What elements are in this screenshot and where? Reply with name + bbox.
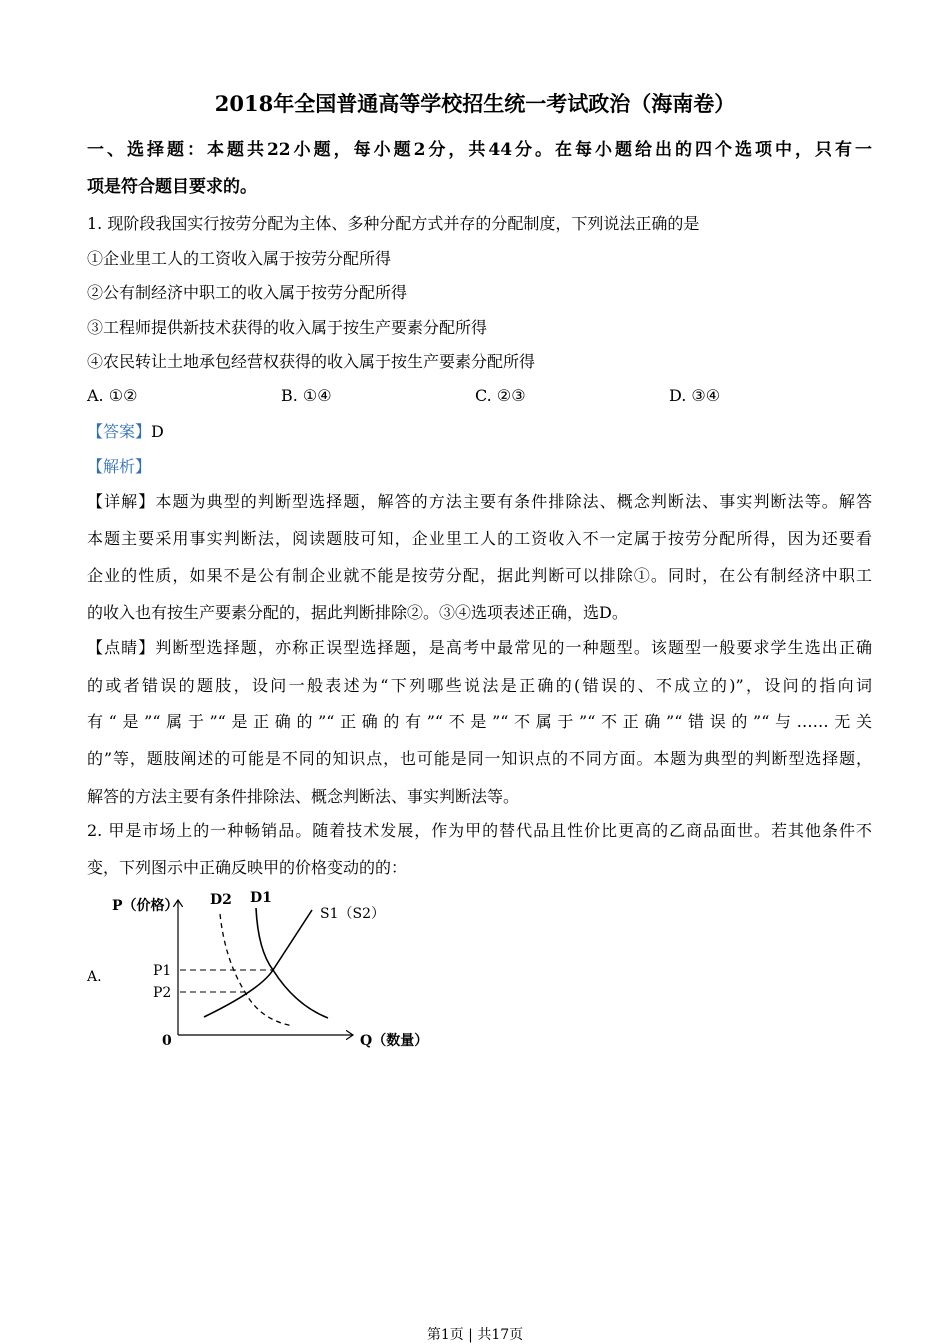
q2-stem-cont: 变，下列图示中正确反映甲的价格变动的的： [87,858,408,877]
q1-option-b: B. ①④ [281,386,332,405]
demand-curve-d1 [256,908,328,1018]
p1-label: P1 [153,963,172,979]
q1-answer [87,422,872,442]
q1-option-c: C. ②③ [475,386,526,405]
x-axis-label: Q（数量） [360,1033,429,1049]
page-footer: 第1页 | 共17页 [426,1327,524,1343]
q2-option-a-label: A. [87,969,102,985]
supply-demand-graph [80,880,450,1060]
comment-line: 解答的方法主要有条件排除法、概念判断法、事实判断法等。 [87,787,520,806]
section-heading: 一、选择题：本题共22小题，每小题2分，共44分。在每小题给出的四个选项中，只有一 [87,140,872,160]
q2-stem: 2. 甲是市场上的一种畅销品。随着技术发展，作为甲的替代品且性价比更高的乙商品面世。若其他条件不 [87,821,872,840]
detail-line: 的收入也有按生产要素分配的，据此判断排除②。③④选项表述正确，选D。 [87,603,628,622]
detail-line: 本题主要采用事实判断法，阅读题肢可知，企业里工人的工资收入不一定属于按劳分配所得，因为还要看 [87,529,872,548]
q1-item: ①企业里工人的工资收入属于按劳分配所得 [87,249,392,268]
answer-label: 【答案】 [87,422,152,441]
q1-item: ③工程师提供新技术获得的收入属于按生产要素分配所得 [87,318,488,337]
detail-line: 企业的性质，如果不是公有制企业就不能是按劳分配，据此判断可以排除①。同时，在公有制经济中职工 [87,566,872,585]
q1-option-a: A. ①② [87,386,138,405]
answer-value: D [151,422,164,441]
q1-item: ②公有制经济中职工的收入属于按劳分配所得 [87,283,408,302]
supply-label: S1（S2） [320,906,385,922]
comment-line: 有“是”“属于”“是正确的”“正确的有”“不是”“不属于”“不正确”“错误的”“与……无关 [87,712,872,731]
page-title: 2018年全国普通高等学校招生统一考试政治（海南卷） [214,91,736,116]
q1-option-d: D. ③④ [669,386,721,405]
q1-item: ④农民转让土地承包经营权获得的收入属于按生产要素分配所得 [87,352,536,371]
section-heading-cont: 项是符合题目要求的。 [87,177,257,197]
p2-label: P2 [153,985,172,1001]
comment-line: 的”等，题肢阐述的可能是不同的知识点，也可能是同一知识点的不同方面。本题为典型的判断型选择题， [87,749,872,768]
detail-line: 【详解】本题为典型的判断型选择题，解答的方法主要有条件排除法、概念判断法、事实判断法等。解答 [87,492,872,511]
analysis-label: 【解析】 [87,457,152,476]
d2-label: D2 [210,892,232,908]
comment-line: 的或者错误的题肢，设问一般表述为“下列哪些说法是正确的(错误的、不成立的)”，设问的指向词 [87,676,872,695]
origin-label: 0 [162,1033,172,1049]
y-axis-label: P（价格） [112,898,179,914]
q1-stem: 1. 现阶段我国实行按劳分配为主体、多种分配方式并存的分配制度，下列说法正确的是 [87,214,700,233]
comment-line: 【点睛】判断型选择题，亦称正误型选择题，是高考中最常见的一种题型。该题型一般要求学生选出正确 [87,638,872,657]
d1-label: D1 [250,890,272,906]
